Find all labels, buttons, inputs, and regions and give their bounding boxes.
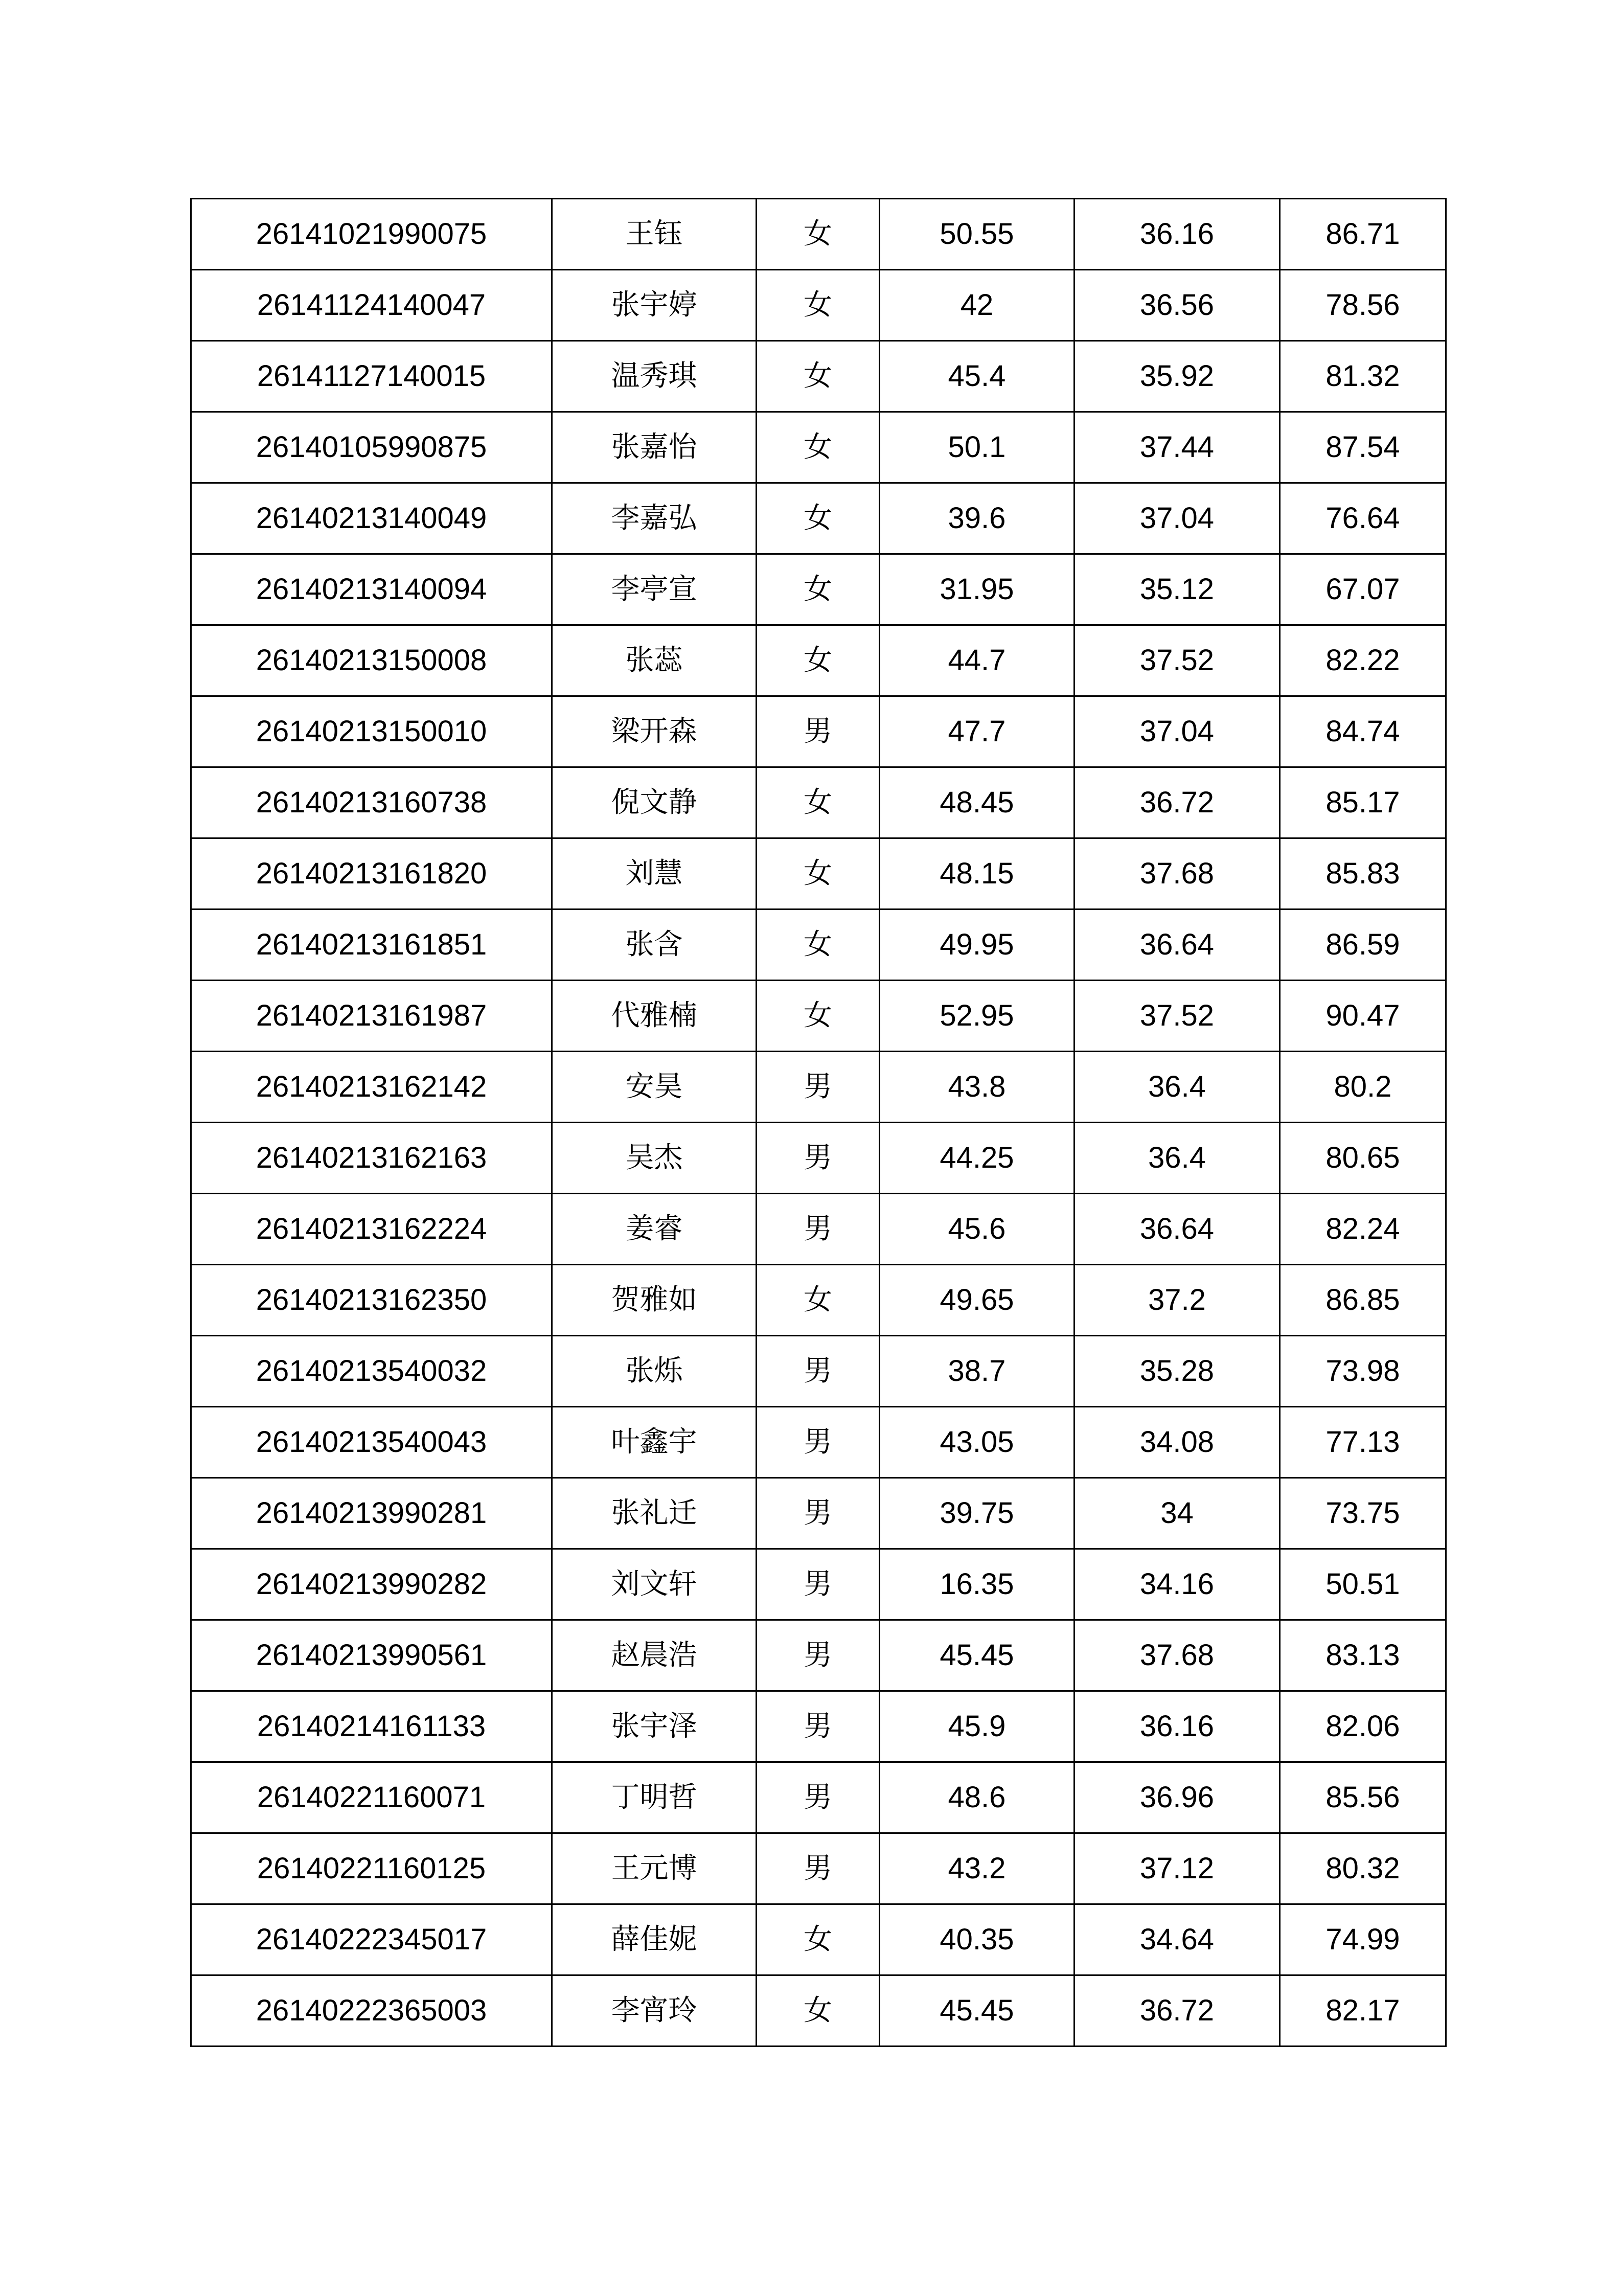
exam-number-cell: 26140213161820: [191, 838, 552, 910]
exam-number-cell: 26141021990075: [191, 199, 552, 270]
score-b-cell: 35.92: [1075, 341, 1280, 412]
score-table: [190, 198, 1447, 2047]
gender-cell: 男: [757, 1123, 880, 1194]
gender-cell: 男: [757, 1691, 880, 1762]
table-row: [191, 412, 1446, 483]
score-b-cell: 37.68: [1075, 1620, 1280, 1691]
table-row: [191, 625, 1446, 696]
gender-cell: 女: [757, 910, 880, 981]
score-a-cell: 42: [880, 270, 1075, 341]
table-row: [191, 1478, 1446, 1549]
name-cell: 梁开森: [552, 696, 757, 767]
score-a-cell: 52.95: [880, 981, 1075, 1052]
score-a-cell: 45.4: [880, 341, 1075, 412]
exam-number-cell: 26140213150008: [191, 625, 552, 696]
score-a-cell: 31.95: [880, 554, 1075, 625]
exam-number-cell: 26140213990281: [191, 1478, 552, 1549]
score-b-cell: 37.68: [1075, 838, 1280, 910]
exam-number-cell: 26140213161851: [191, 910, 552, 981]
score-a-cell: 50.55: [880, 199, 1075, 270]
score-b-cell: 37.04: [1075, 483, 1280, 554]
name-cell: 张蕊: [552, 625, 757, 696]
score-b-cell: 34.16: [1075, 1549, 1280, 1620]
name-cell: 张含: [552, 910, 757, 981]
total-score-cell: 86.85: [1280, 1265, 1446, 1336]
table-row: [191, 1975, 1446, 2047]
name-cell: 王元博: [552, 1833, 757, 1904]
score-a-cell: 45.45: [880, 1975, 1075, 2047]
score-b-cell: 34.08: [1075, 1407, 1280, 1478]
score-b-cell: 37.52: [1075, 625, 1280, 696]
exam-number-cell: 26141127140015: [191, 341, 552, 412]
table-row: [191, 696, 1446, 767]
gender-cell: 女: [757, 412, 880, 483]
gender-cell: 女: [757, 554, 880, 625]
score-a-cell: 47.7: [880, 696, 1075, 767]
score-b-cell: 36.16: [1075, 1691, 1280, 1762]
name-cell: 姜睿: [552, 1194, 757, 1265]
table-row: [191, 767, 1446, 838]
total-score-cell: 76.64: [1280, 483, 1446, 554]
name-cell: 李嘉弘: [552, 483, 757, 554]
total-score-cell: 50.51: [1280, 1549, 1446, 1620]
score-a-cell: 38.7: [880, 1336, 1075, 1407]
exam-number-cell: 26140105990875: [191, 412, 552, 483]
name-cell: 安昊: [552, 1052, 757, 1123]
gender-cell: 男: [757, 1407, 880, 1478]
score-b-cell: 37.12: [1075, 1833, 1280, 1904]
score-a-cell: 49.65: [880, 1265, 1075, 1336]
table-row: [191, 270, 1446, 341]
total-score-cell: 83.13: [1280, 1620, 1446, 1691]
gender-cell: 女: [757, 838, 880, 910]
total-score-cell: 82.24: [1280, 1194, 1446, 1265]
gender-cell: 女: [757, 1904, 880, 1975]
gender-cell: 男: [757, 1620, 880, 1691]
name-cell: 张礼迁: [552, 1478, 757, 1549]
gender-cell: 男: [757, 1762, 880, 1833]
score-b-cell: 36.16: [1075, 199, 1280, 270]
total-score-cell: 82.17: [1280, 1975, 1446, 2047]
name-cell: 贺雅如: [552, 1265, 757, 1336]
table-row: [191, 1620, 1446, 1691]
table-row: [191, 199, 1446, 270]
table-row: [191, 1194, 1446, 1265]
score-b-cell: 35.12: [1075, 554, 1280, 625]
exam-number-cell: 26140221160071: [191, 1762, 552, 1833]
score-a-cell: 16.35: [880, 1549, 1075, 1620]
total-score-cell: 80.2: [1280, 1052, 1446, 1123]
total-score-cell: 78.56: [1280, 270, 1446, 341]
exam-number-cell: 26140221160125: [191, 1833, 552, 1904]
gender-cell: 女: [757, 199, 880, 270]
gender-cell: 男: [757, 696, 880, 767]
exam-number-cell: 26140213161987: [191, 981, 552, 1052]
total-score-cell: 81.32: [1280, 341, 1446, 412]
name-cell: 吴杰: [552, 1123, 757, 1194]
name-cell: 王钰: [552, 199, 757, 270]
score-a-cell: 48.6: [880, 1762, 1075, 1833]
gender-cell: 女: [757, 767, 880, 838]
gender-cell: 男: [757, 1549, 880, 1620]
exam-number-cell: 26141124140047: [191, 270, 552, 341]
gender-cell: 男: [757, 1478, 880, 1549]
table-row: [191, 1549, 1446, 1620]
total-score-cell: 90.47: [1280, 981, 1446, 1052]
exam-number-cell: 26140213540032: [191, 1336, 552, 1407]
score-b-cell: 34: [1075, 1478, 1280, 1549]
exam-number-cell: 26140213140094: [191, 554, 552, 625]
score-a-cell: 50.1: [880, 412, 1075, 483]
name-cell: 薛佳妮: [552, 1904, 757, 1975]
score-a-cell: 40.35: [880, 1904, 1075, 1975]
score-a-cell: 45.6: [880, 1194, 1075, 1265]
exam-number-cell: 26140213160738: [191, 767, 552, 838]
table-row: [191, 1052, 1446, 1123]
name-cell: 张宇婷: [552, 270, 757, 341]
name-cell: 叶鑫宇: [552, 1407, 757, 1478]
name-cell: 刘慧: [552, 838, 757, 910]
score-b-cell: 36.72: [1075, 767, 1280, 838]
score-b-cell: 36.64: [1075, 910, 1280, 981]
gender-cell: 男: [757, 1052, 880, 1123]
table-row: [191, 1123, 1446, 1194]
total-score-cell: 67.07: [1280, 554, 1446, 625]
total-score-cell: 85.17: [1280, 767, 1446, 838]
table-row: [191, 981, 1446, 1052]
exam-number-cell: 26140213990561: [191, 1620, 552, 1691]
score-b-cell: 36.64: [1075, 1194, 1280, 1265]
score-a-cell: 49.95: [880, 910, 1075, 981]
score-b-cell: 37.52: [1075, 981, 1280, 1052]
name-cell: 李亭宣: [552, 554, 757, 625]
gender-cell: 女: [757, 625, 880, 696]
table-row: [191, 1833, 1446, 1904]
score-a-cell: 48.45: [880, 767, 1075, 838]
table-row: [191, 1265, 1446, 1336]
gender-cell: 女: [757, 1265, 880, 1336]
table-row: [191, 1691, 1446, 1762]
table-row: [191, 483, 1446, 554]
total-score-cell: 82.22: [1280, 625, 1446, 696]
total-score-cell: 77.13: [1280, 1407, 1446, 1478]
gender-cell: 女: [757, 270, 880, 341]
total-score-cell: 87.54: [1280, 412, 1446, 483]
exam-number-cell: 26140222365003: [191, 1975, 552, 2047]
score-b-cell: 35.28: [1075, 1336, 1280, 1407]
score-a-cell: 44.7: [880, 625, 1075, 696]
score-b-cell: 36.56: [1075, 270, 1280, 341]
exam-number-cell: 26140213162163: [191, 1123, 552, 1194]
gender-cell: 男: [757, 1336, 880, 1407]
score-b-cell: 36.96: [1075, 1762, 1280, 1833]
score-b-cell: 36.4: [1075, 1123, 1280, 1194]
exam-number-cell: 26140213162224: [191, 1194, 552, 1265]
table-row: [191, 341, 1446, 412]
score-a-cell: 43.05: [880, 1407, 1075, 1478]
total-score-cell: 84.74: [1280, 696, 1446, 767]
total-score-cell: 85.83: [1280, 838, 1446, 910]
score-b-cell: 37.04: [1075, 696, 1280, 767]
table-row: [191, 1336, 1446, 1407]
exam-number-cell: 26140213540043: [191, 1407, 552, 1478]
name-cell: 张宇泽: [552, 1691, 757, 1762]
table-row: [191, 1762, 1446, 1833]
score-b-cell: 36.72: [1075, 1975, 1280, 2047]
score-b-cell: 37.44: [1075, 412, 1280, 483]
score-a-cell: 48.15: [880, 838, 1075, 910]
total-score-cell: 82.06: [1280, 1691, 1446, 1762]
name-cell: 赵晨浩: [552, 1620, 757, 1691]
score-a-cell: 43.2: [880, 1833, 1075, 1904]
name-cell: 丁明哲: [552, 1762, 757, 1833]
exam-number-cell: 26140213162350: [191, 1265, 552, 1336]
name-cell: 代雅楠: [552, 981, 757, 1052]
total-score-cell: 85.56: [1280, 1762, 1446, 1833]
total-score-cell: 80.32: [1280, 1833, 1446, 1904]
total-score-cell: 80.65: [1280, 1123, 1446, 1194]
name-cell: 李宵玲: [552, 1975, 757, 2047]
table-row: [191, 838, 1446, 910]
name-cell: 张嘉怡: [552, 412, 757, 483]
total-score-cell: 73.75: [1280, 1478, 1446, 1549]
name-cell: 张烁: [552, 1336, 757, 1407]
gender-cell: 女: [757, 981, 880, 1052]
exam-number-cell: 26140213150010: [191, 696, 552, 767]
score-a-cell: 44.25: [880, 1123, 1075, 1194]
score-a-cell: 39.75: [880, 1478, 1075, 1549]
table-row: [191, 554, 1446, 625]
score-a-cell: 39.6: [880, 483, 1075, 554]
score-a-cell: 45.45: [880, 1620, 1075, 1691]
gender-cell: 女: [757, 341, 880, 412]
gender-cell: 女: [757, 483, 880, 554]
gender-cell: 男: [757, 1194, 880, 1265]
score-a-cell: 43.8: [880, 1052, 1075, 1123]
exam-number-cell: 26140213140049: [191, 483, 552, 554]
total-score-cell: 73.98: [1280, 1336, 1446, 1407]
name-cell: 刘文轩: [552, 1549, 757, 1620]
gender-cell: 女: [757, 1975, 880, 2047]
score-b-cell: 36.4: [1075, 1052, 1280, 1123]
exam-number-cell: 26140214161133: [191, 1691, 552, 1762]
score-b-cell: 37.2: [1075, 1265, 1280, 1336]
table-row: [191, 1407, 1446, 1478]
exam-number-cell: 26140213162142: [191, 1052, 552, 1123]
table-row: [191, 1904, 1446, 1975]
total-score-cell: 86.71: [1280, 199, 1446, 270]
name-cell: 倪文静: [552, 767, 757, 838]
exam-number-cell: 26140213990282: [191, 1549, 552, 1620]
total-score-cell: 86.59: [1280, 910, 1446, 981]
table-row: [191, 910, 1446, 981]
name-cell: 温秀琪: [552, 341, 757, 412]
score-a-cell: 45.9: [880, 1691, 1075, 1762]
score-b-cell: 34.64: [1075, 1904, 1280, 1975]
exam-number-cell: 26140222345017: [191, 1904, 552, 1975]
total-score-cell: 74.99: [1280, 1904, 1446, 1975]
gender-cell: 男: [757, 1833, 880, 1904]
score-table-body: [191, 199, 1446, 2047]
